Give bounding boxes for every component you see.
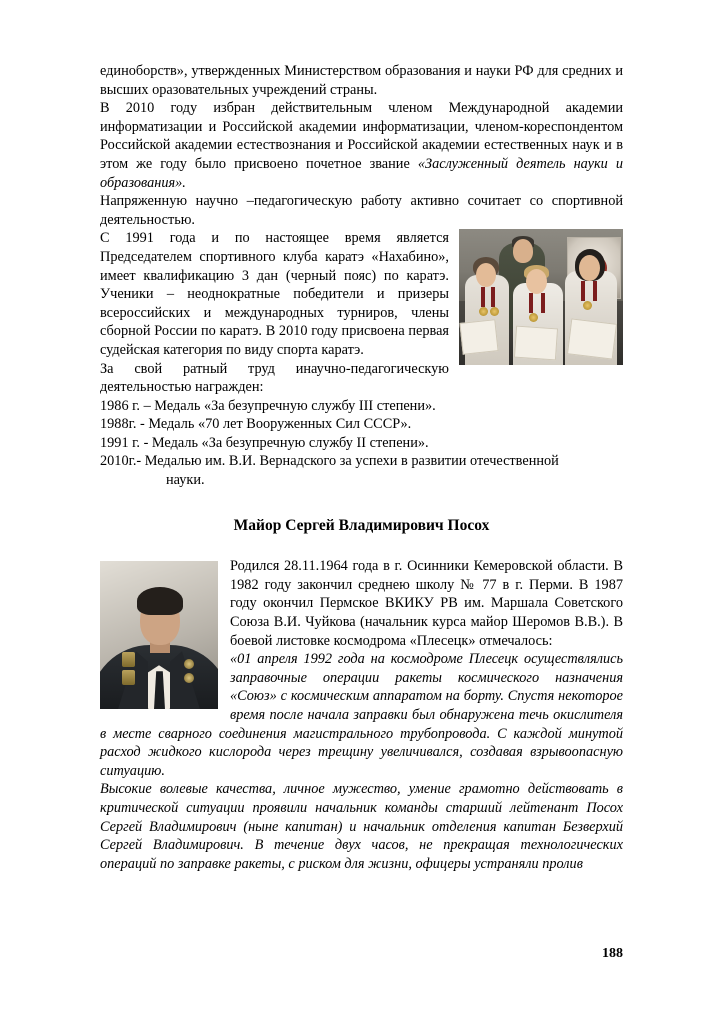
photo-karate-ribbon-6 [593,281,597,301]
award-item-1: 1986 г. – Медаль «За безупречную службу III степени». [100,397,436,414]
paragraph-3: Напряженную научно –педагогическую работу активно сочитает со спортивной деятельностью. [100,193,623,228]
photo-karate-ribbon-2 [491,287,495,307]
photo-karate-ribbon-3 [529,293,533,313]
photo-karate-ribbon-4 [541,293,545,313]
award-item-3: 1991 г. - Медаль «За безупречную службу II степени». [100,434,429,451]
paragraph-7: «01 апреля 1992 года на космодроме Плесецк осуществлялись заправочные операции ракеты космического назначения «Союз» с космическим аппаратом на борту. Спустя некоторое время после начала заправки был обнаружена течь окислителя в месте сварного соединения магистрального трубопровода. С каждой минутой расход жидкого кислорода через трещину увеличивался, создавая взрывоопасную ситуацию. [100,651,623,779]
spacer-before-heading [100,490,623,517]
photo-karate-diploma-1 [459,320,498,356]
photo-karate-coach-head [513,239,533,263]
photo-karate-ribbon-1 [481,287,485,307]
award-item-2: 1988г. - Медаль «70 лет Вооруженных Сил СССР». [100,416,412,433]
photo-officer-badge-2 [122,670,135,685]
photo-officer-portrait [100,561,218,709]
paragraph-4: С 1991 года и по настоящее время является Председателем спортивного клуба каратэ «Нахабино», имеет квалификацию 3 дан (черный пояс) по каратэ. Ученики – неоднократные победители и призеры всероссийских и международных турниров, члены сборной России по каратэ. В 2010 году присвоена первая судейская категория по виду спорта каратэ. [100,230,449,358]
award-item-4: 2010г.- Медалью им. В.И. Вернадского за успехи в развитии отечественной [100,453,559,470]
paragraph-5: За свой ратный труд инаучно-педагогическую деятельностью награжден: [100,360,449,396]
photo-karate-group [459,229,623,365]
paragraph-2-text: В 2010 году избран действительным членом Международной академии информатизации и Российской академии информатизации, членом-кореспондентом Российской академии естествознания и Российской академии естественных наук и в этом же году было присвоено почетное звание [100,100,623,172]
section-heading: Майор Сергей Владимирович Посох [233,516,490,534]
page-number: 188 [602,946,623,961]
photo-officer-hair [137,587,183,615]
photo-karate-diploma-2 [514,326,558,361]
paragraph-2-italic: «Заслуженный деятель науки и образования». [100,155,623,191]
photo-karate-diploma-3 [567,319,617,360]
page-content [100,62,623,873]
spacer-after-heading [100,535,623,557]
photo-karate-ribbon-5 [581,281,585,301]
paragraph-8: Высокие волевые качества, личное мужество, умение грамотно действовать в критической ситуации проявили начальник команды старший лейтенант Посох Сергей Владимирович (ныне капитан) и начальник отделения капитан Безверхий Сергей Владимирович. В течение двух часов, не прекращая технологических операций по заправке ракеты, с риском для жизни, офицеры устраняли пролив [100,781,623,872]
award-item-4-continuation: науки. [166,472,205,489]
photo-officer-badge-1 [122,652,135,667]
paragraph-2 [100,99,623,192]
paragraph-6: Родился 28.11.1964 года в г. Осинники Кемеровской области. В 1982 году закончил среднею школу № 77 в г. Перми. В 1987 году окончил Пермское ВКИКУ РВ им. Маршала Советского Союза В.И. Чуйкова (начальник курса майор Шеромов В.В.). В боевой листовке космодрома «Плесецк» отмечалось: [230,558,623,649]
paragraph-1: единоборств», утвержденных Министерством образования и науки РФ для средних и высших оразовательных учреждений страны. [100,63,623,98]
